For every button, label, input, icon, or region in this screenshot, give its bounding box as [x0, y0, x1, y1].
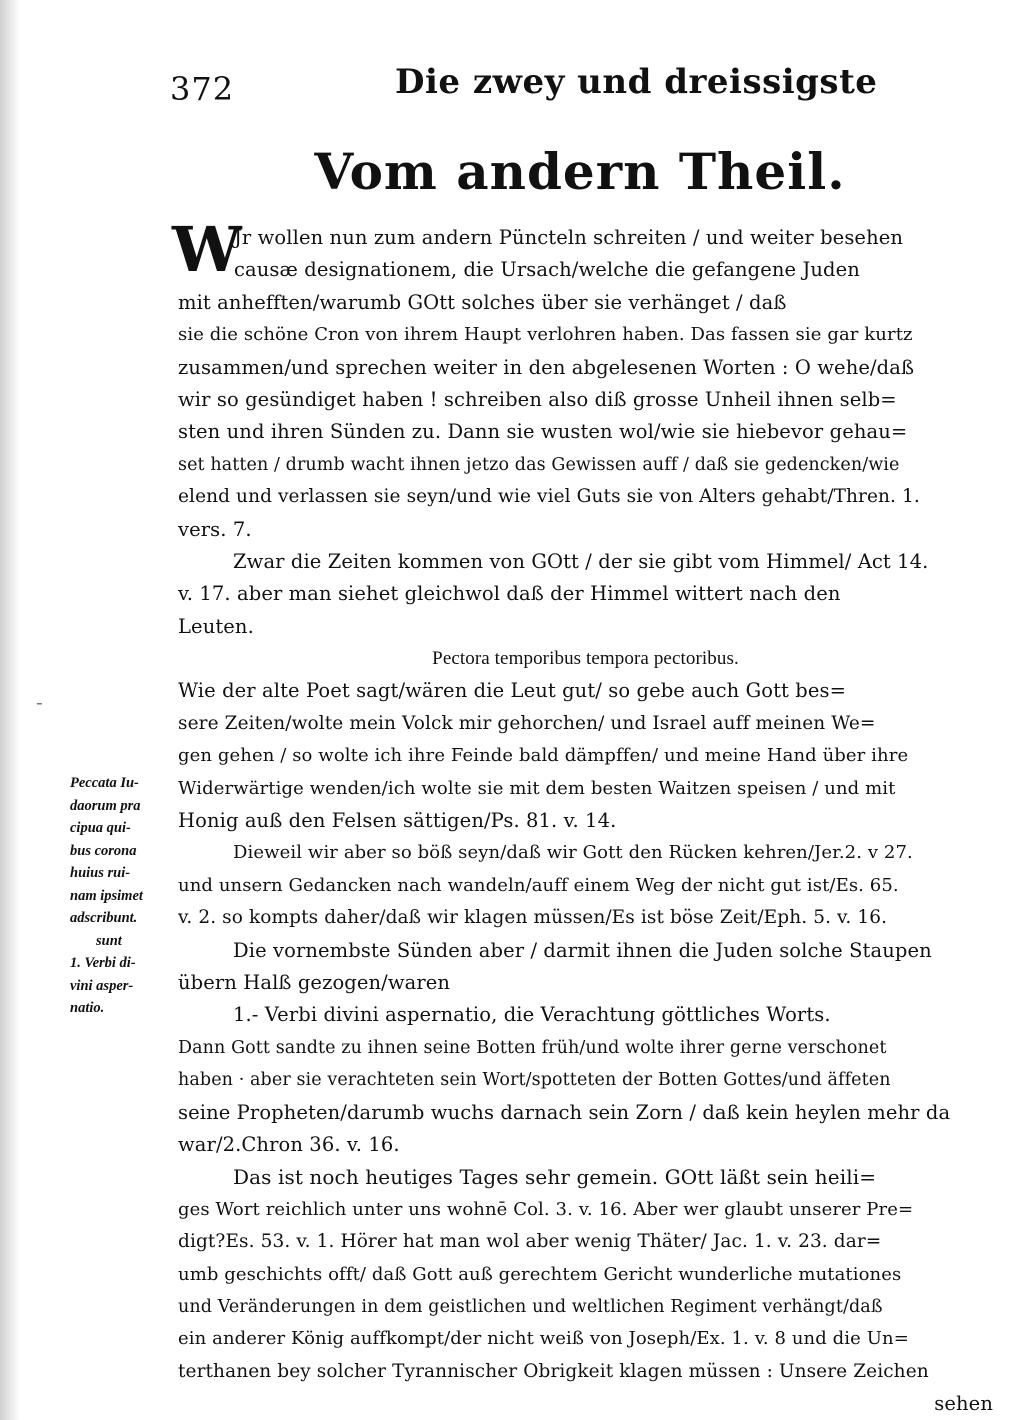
text-line: wir so gesündiget haben ! schreiben also diß grosse Unheil ihnen selb= — [178, 387, 897, 411]
text-line: Jr wollen nun zum andern Püncteln schreiten / und weiter besehen — [234, 226, 904, 249]
marginal-line: sunt — [96, 932, 122, 949]
text-line: sere Zeiten/wolte mein Volck mir gehorchen/ und Israel auff meinen We= — [178, 712, 876, 734]
text-line: digt?Es. 53. v. 1. Hörer hat man wol aber wenig Thäter/ Jac. 1. v. 23. dar= — [178, 1231, 882, 1253]
text-line: und Veränderungen in dem geistlichen und weltlichen Regiment verhängt/daß — [178, 1296, 883, 1317]
catchword: sehen — [934, 1392, 993, 1416]
text-line: Das ist noch heutiges Tages sehr gemein. GOtt läßt sein heili= — [233, 1165, 877, 1190]
text-line: 1.- Verbi divini aspernatio, die Verachtung göttliches Worts. — [233, 1003, 831, 1027]
marginal-line: daorum pra — [70, 797, 141, 814]
text-line: v. 17. aber man siehet gleichwol daß der Himmel wittert nach den — [178, 582, 841, 606]
text-line: gen gehen / so wolte ich ihre Feinde bald dämpffen/ und meine Hand über ihre — [178, 745, 909, 767]
marginal-line: adscribunt. — [70, 910, 138, 926]
text-line: sie die schöne Cron von ihrem Haupt verlohren haben. Das fassen sie gar kurtz — [178, 324, 913, 346]
marginal-line: bus corona — [70, 842, 137, 859]
running-head: Die zwey und dreissigste — [395, 62, 878, 102]
text-line: umb geschichts offt/ daß Gott auß gerechtem Gericht wunderliche mutationes — [178, 1263, 902, 1285]
text-line: Leuten. — [178, 614, 254, 638]
text-line: seine Propheten/darumb wuchs darnach sein Zorn / daß kein heylen mehr da — [178, 1100, 951, 1124]
text-line: Dieweil wir aber so böß seyn/daß wir Gott den Rücken kehren/Jer.2. v 27. — [233, 842, 913, 864]
text-line: mit anhefften/warumb GOtt solches über sie verhänget / daß — [178, 290, 787, 314]
marginal-line: nam ipsimet — [70, 887, 143, 904]
marginal-note — [70, 772, 180, 1020]
section-title: Vom andern Theil. — [314, 142, 846, 201]
latin-verse: Pectora temporibus tempora pectoribus. — [432, 648, 739, 670]
text-line: übern Halß gezogen/waren — [178, 970, 451, 994]
text-line: war/2.Chron 36. v. 16. — [178, 1132, 400, 1156]
text-line: terthanen bey solcher Tyrannischer Obrigkeit klagen müssen : Unsere Zeichen — [178, 1360, 929, 1382]
text-line: Wie der alte Poet sagt/wären die Leut gut/ so gebe auch Gott bes= — [178, 679, 847, 703]
text-line: sten und ihren Sünden zu. Dann sie wusten wol/wie sie hiebevor gehau= — [178, 420, 908, 444]
margin-mark: - — [36, 690, 43, 714]
page-number: 372 — [170, 70, 235, 108]
text-line: Die vornembste Sünden aber / darmit ihnen die Juden solche Staupen — [233, 938, 932, 962]
text-line: vers. 7. — [178, 517, 252, 541]
text-line: ein anderer König auffkompt/der nicht weiß von Joseph/Ex. 1. v. 8 und die Un= — [178, 1328, 909, 1350]
text-line: Widerwärtige wenden/ich wolte sie mit dem besten Waitzen speisen / und mit — [178, 777, 896, 799]
text-line: v. 2. so kompts daher/daß wir klagen müssen/Es ist böse Zeit/Eph. 5. v. 16. — [178, 907, 888, 929]
text-line: und unsern Gedancken nach wandeln/auff einem Weg der nicht gut ist/Es. 65. — [178, 874, 899, 896]
marginal-line: huius rui- — [70, 865, 131, 881]
marginal-line: cipua qui- — [70, 820, 131, 836]
marginal-line: Peccata Iu- — [70, 775, 139, 791]
marginal-line: natio. — [70, 1000, 105, 1016]
text-line: elend und verlassen sie seyn/und wie viel Guts sie von Alters gehabt/Thren. 1. — [178, 486, 920, 508]
text-line: Honig auß den Felsen sättigen/Ps. 81. v. 14. — [178, 809, 617, 833]
scan-edge-shadow — [0, 0, 20, 1420]
text-line: zusammen/und sprechen weiter in den abgelesenen Worten : O wehe/daß — [178, 355, 915, 379]
text-line: haben · aber sie verachteten sein Wort/spotteten der Botten Gottes/und äffeten — [178, 1070, 891, 1091]
drop-cap: W — [172, 213, 242, 286]
text-line: Dann Gott sandte zu ihnen seine Botten früh/und wolte ihrer gerne verschonet — [178, 1037, 887, 1058]
text-line: ges Wort reichlich unter uns wohnē Col. 3. v. 16. Aber wer glaubt unserer Pre= — [178, 1198, 914, 1220]
text-line: set hatten / drumb wacht ihnen jetzo das Gewissen auff / daß sie gedencken/wie — [178, 454, 900, 475]
body-text — [172, 213, 993, 1420]
text-line: causæ designationem, die Ursach/welche die gefangene Juden — [234, 258, 860, 282]
text-line: Zwar die Zeiten kommen von GOtt / der sie gibt vom Himmel/ Act 14. — [233, 549, 929, 573]
marginal-line: 1. Verbi di- — [70, 955, 136, 971]
marginal-line: vini asper- — [70, 977, 134, 994]
